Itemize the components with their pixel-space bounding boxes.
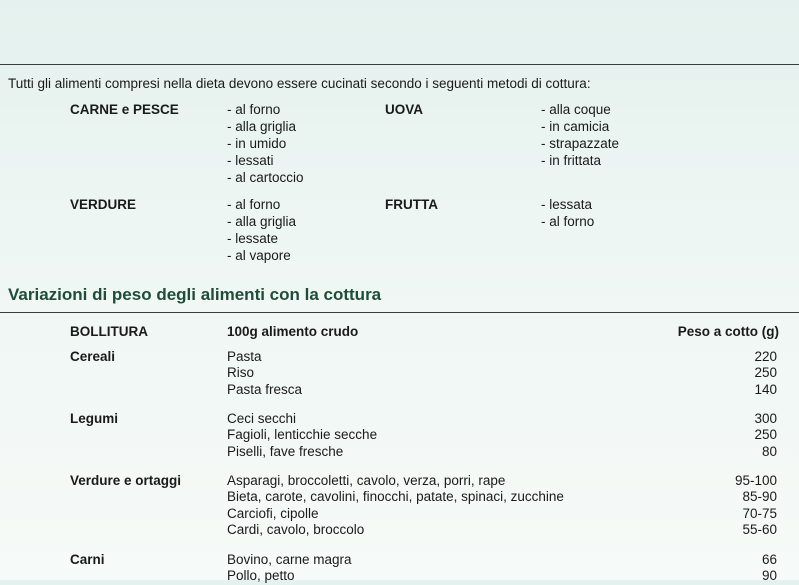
method-item: - strapazzate xyxy=(541,136,620,151)
method-item: - al forno xyxy=(541,214,595,229)
table-row-value: 66 xyxy=(761,552,777,567)
table-row-value: 250 xyxy=(754,427,777,443)
method-item: - lessata xyxy=(541,197,593,212)
table-row-label: Cardi, cavolo, broccolo xyxy=(227,521,365,537)
section-title: Variazioni di peso degli alimenti con la cottura xyxy=(8,285,382,304)
cooking-methods-carne-pesce xyxy=(227,101,304,186)
cooking-methods-uova xyxy=(541,101,619,169)
top-divider xyxy=(0,64,799,65)
section-divider xyxy=(0,312,799,313)
table-values-legumi xyxy=(657,411,777,460)
table-row-value: 300 xyxy=(754,411,777,426)
cooking-label-verdure: VERDURE xyxy=(70,197,137,212)
table-category-verdure-ortaggi: Verdure e ortaggi xyxy=(70,473,182,488)
table-row-label: Riso xyxy=(227,365,255,381)
table-row-label: Ceci secchi xyxy=(227,411,297,426)
method-item: - alla coque xyxy=(541,102,611,117)
table-items-verdure-ortaggi xyxy=(227,473,564,538)
table-header-cooked-weight: Peso a cotto (g) xyxy=(677,324,779,339)
table-row-label: Asparagi, broccoletti, cavolo, verza, porri, rape xyxy=(227,473,506,488)
method-item: - al forno xyxy=(227,197,281,212)
cooking-methods-verdure xyxy=(227,196,296,264)
table-row-label: Pasta xyxy=(227,349,262,364)
table-row-label: Bovino, carne magra xyxy=(227,552,352,567)
method-item: - lessate xyxy=(227,231,279,246)
table-row-label: Bieta, carote, cavolini, finocchi, patate, spinaci, zucchine xyxy=(227,489,564,505)
method-item: - al cartoccio xyxy=(227,170,304,185)
method-item: - in camicia xyxy=(541,119,610,134)
table-category-carni: Carni xyxy=(70,552,105,567)
cooking-label-carne-pesce: CARNE e PESCE xyxy=(70,102,179,117)
method-item: - in frittata xyxy=(541,153,602,168)
cooking-label-frutta: FRUTTA xyxy=(385,197,438,212)
table-row-value: 70-75 xyxy=(742,505,777,521)
table-values-verdure-ortaggi xyxy=(657,473,777,538)
cooking-methods-frutta xyxy=(541,196,594,230)
table-row-label: Fagioli, lenticchie secche xyxy=(227,427,378,443)
method-item: - in umido xyxy=(227,136,287,151)
table-row-value: 220 xyxy=(754,349,777,364)
table-values-cereali xyxy=(657,349,777,398)
table-items-cereali xyxy=(227,349,302,398)
method-item: - lessati xyxy=(227,153,274,168)
table-row-value: 140 xyxy=(754,381,777,397)
table-row-label: Pasta fresca xyxy=(227,381,303,397)
table-header-method: BOLLITURA xyxy=(70,324,148,339)
table-row-value: 80 xyxy=(761,443,777,459)
table-category-legumi: Legumi xyxy=(70,411,119,426)
table-row-value: 95-100 xyxy=(734,473,777,488)
table-row-value: 55-60 xyxy=(742,521,777,537)
table-row-value: 85-90 xyxy=(742,489,777,505)
table-header-raw-food: 100g alimento crudo xyxy=(227,324,359,339)
cooking-label-uova: UOVA xyxy=(385,102,424,117)
table-row-label: Pollo, petto xyxy=(227,568,295,584)
table-row-label: Carciofi, cipolle xyxy=(227,505,319,521)
table-row-value: 250 xyxy=(754,365,777,381)
table-category-cereali: Cereali xyxy=(70,349,116,364)
table-row-label: Piselli, fave fresche xyxy=(227,443,344,459)
method-item: - alla griglia xyxy=(227,119,297,134)
table-row-value: 90 xyxy=(761,568,777,584)
method-item: - al vapore xyxy=(227,248,291,263)
intro-text: Tutti gli alimenti compresi nella dieta devono essere cucinati secondo i seguenti metodi di cottura: xyxy=(8,76,591,91)
table-items-legumi xyxy=(227,411,377,460)
method-item: - alla griglia xyxy=(227,214,297,229)
method-item: - al forno xyxy=(227,102,281,117)
